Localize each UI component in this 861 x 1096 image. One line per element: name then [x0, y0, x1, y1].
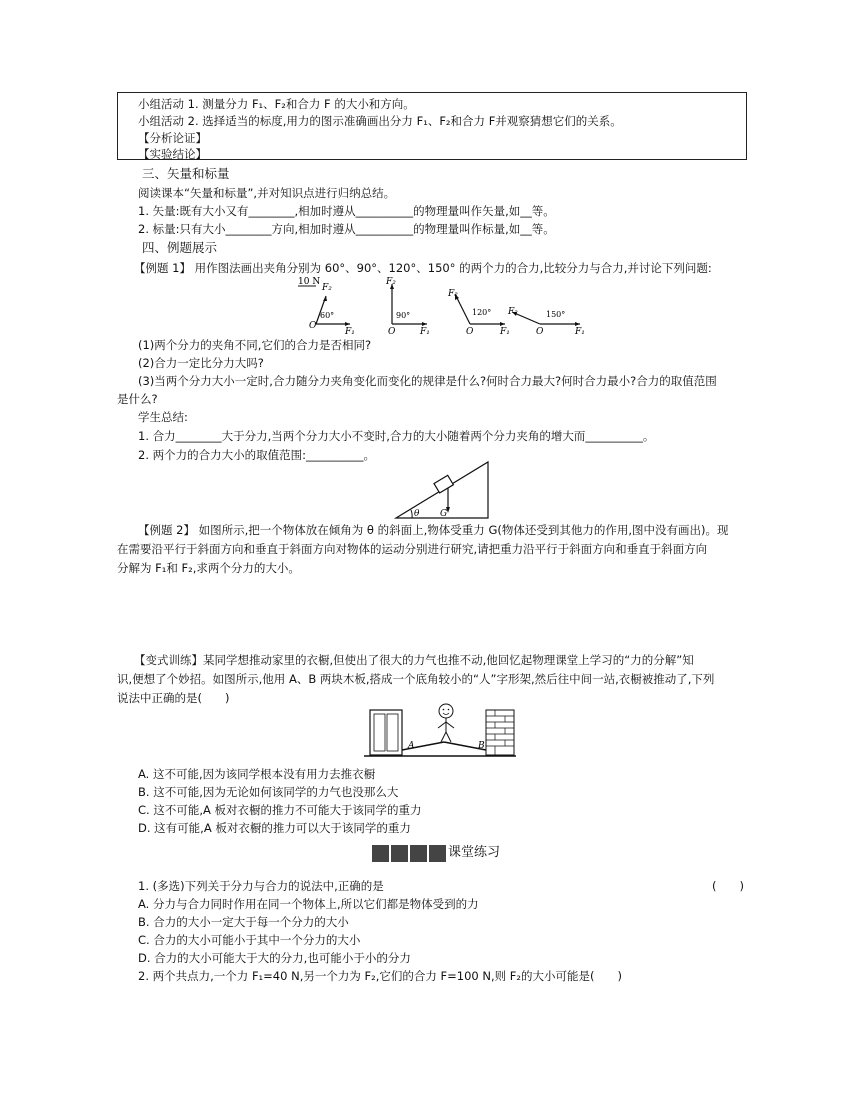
example-2-line-3: 分解为 F₁和 F₂,求两个分力的大小。 — [117, 561, 300, 575]
f1-label-2: F₁ — [420, 327, 430, 336]
f1-label-3: F₁ — [500, 327, 510, 336]
variant-option-a: A. 这不可能,因为该同学根本没有用力去推衣橱 — [138, 767, 376, 781]
diagram-120 — [447, 289, 510, 336]
origin-o-1: O — [309, 321, 317, 331]
example-1-text: 【例题 1】 用作图法画出夹角分别为 60°、90°、120°、150° 的两个力的合力,比较分力与合力,并讨论下列问题: — [134, 261, 712, 275]
practice-title: 课堂练习 — [448, 845, 501, 860]
gravity-label: G — [440, 509, 448, 519]
theta-label: θ — [414, 509, 420, 519]
practice-q1-option-c: C. 合力的大小可能小于其中一个分力的大小 — [138, 933, 361, 947]
angle-120: 120° — [472, 308, 492, 317]
variant-option-d: D. 这有可能,A 板对衣橱的推力可以大于该同学的重力 — [138, 821, 411, 835]
question-3-line-2: 是什么? — [117, 392, 158, 406]
origin-o-4: O — [536, 327, 544, 336]
scale-label: 10 N — [298, 277, 321, 287]
example-2-line-2: 在需要沿平行于斜面方向和垂直于斜面方向对物体的运动分别进行研究,请把重力沿平行于斜面方向和垂直于斜面方向 — [117, 542, 708, 556]
variant-option-b: B. 这不可能,因为无论如何该同学的力气也没那么大 — [138, 785, 399, 799]
section-3-title: 三、矢量和标量 — [142, 166, 230, 181]
angle-150: 150° — [546, 310, 566, 319]
analysis-label: 【分析论证】 — [138, 131, 207, 145]
activity-line-2: 小组活动 2. 选择适当的标度,用力的图示准确画出分力 F₁、F₂和合力 F并观察猜想它们的关系。 — [138, 114, 622, 128]
variant-line-2: 识,便想了个妙招。如图所示,他用 A、B 两块木板,搭成一个底角较小的“人”字形架,然后往中间一站,衣橱被推动了,下列 — [117, 672, 715, 686]
f2-label-3: F₂ — [448, 289, 458, 299]
practice-q1: 1. (多选)下列关于分力与合力的说法中,正确的是 — [138, 879, 384, 893]
summary-2: 2. 两个力的合力大小的取值范围:__________。 — [138, 448, 376, 462]
board-b-label: B — [478, 741, 485, 751]
summary-1: 1. 合力________大于分力,当两个分力大小不变时,合力的大小随着两个分力夹角的增大而__________。 — [138, 429, 655, 443]
question-3-line-1: (3)当两个分力大小一定时,合力随分力夹角变化而变化的规律是什么?何时合力最大?何时合力最小?合力的取值范围 — [138, 374, 717, 388]
f1-label-4: F₁ — [575, 327, 585, 336]
brick-wall — [486, 710, 514, 755]
question-2: (2)合力一定比分力大吗? — [138, 356, 264, 370]
angle-60: 60° — [320, 311, 335, 320]
incline-diagram — [390, 458, 494, 522]
force-angle-diagrams — [290, 274, 590, 336]
scalar-definition: 2. 标量:只有大小________方向,相加时遵从__________的物理量叫作标量,如__等。 — [138, 222, 555, 236]
student-summary-title: 学生总结: — [138, 410, 188, 424]
practice-q1-answer-paren: ( ) — [712, 879, 744, 893]
diagram-90 — [385, 277, 430, 336]
section-3-intro: 阅读课本“矢量和标量”,并对知识点进行归纳总结。 — [138, 186, 396, 200]
conclusion-label: 【实验结论】 — [138, 147, 207, 161]
diagram-60 — [298, 277, 355, 336]
variant-line-1: 【变式训练】某同学想推动家里的衣橱,但使出了很大的力气也推不动,他回忆起物理课堂上学习的“力的分解”知 — [134, 653, 694, 667]
diagram-150 — [507, 307, 585, 336]
activity-line-1: 小组活动 1. 测量分力 F₁、F₂和合力 F 的大小和方向。 — [138, 97, 415, 111]
practice-q1-option-b: B. 合力的大小一定大于每一个分力的大小 — [138, 915, 349, 929]
practice-q2: 2. 两个共点力,一个力 F₁=40 N,另一个力为 F₂,它们的合力 F=100 N,则 F₂的大小可能是( ) — [138, 969, 623, 983]
f1-label-1: F₁ — [345, 327, 355, 336]
heading-decoration — [372, 845, 446, 862]
variant-option-c: C. 这不可能,A 板对衣橱的推力不可能大于该同学的重力 — [138, 803, 422, 817]
origin-o-3: O — [466, 327, 474, 336]
angle-90: 90° — [396, 311, 411, 320]
student-figure — [438, 704, 454, 742]
practice-q1-option-a: A. 分力与合力同时作用在同一个物体上,所以它们都是物体受到的力 — [138, 897, 479, 911]
board-a-label: A — [408, 741, 415, 751]
wardrobe — [370, 710, 402, 755]
practice-q1-option-d: D. 合力的大小可能大于大的分力,也可能小于小的分力 — [138, 951, 411, 965]
f2-label-2: F₂ — [386, 277, 396, 287]
example-2-line-1: 【例题 2】 如图所示,把一个物体放在倾角为 θ 的斜面上,物体受重力 G(物体还受到其他力的作用,图中没有画出)。现 — [138, 523, 729, 537]
variant-line-3: 说法中正确的是( ) — [117, 691, 230, 705]
f2-label-1: F₂ — [322, 283, 332, 293]
f2-label-4: F₂ — [508, 307, 518, 317]
question-1: (1)两个分力的夹角不同,它们的合力是否相同? — [138, 338, 372, 352]
section-4-title: 四、例题展示 — [142, 240, 218, 255]
vector-definition: 1. 矢量:既有大小又有________,相加时遵从__________的物理量叫作矢量,如__等。 — [138, 204, 555, 218]
origin-o-2: O — [388, 327, 396, 336]
wardrobe-diagram — [364, 700, 516, 758]
